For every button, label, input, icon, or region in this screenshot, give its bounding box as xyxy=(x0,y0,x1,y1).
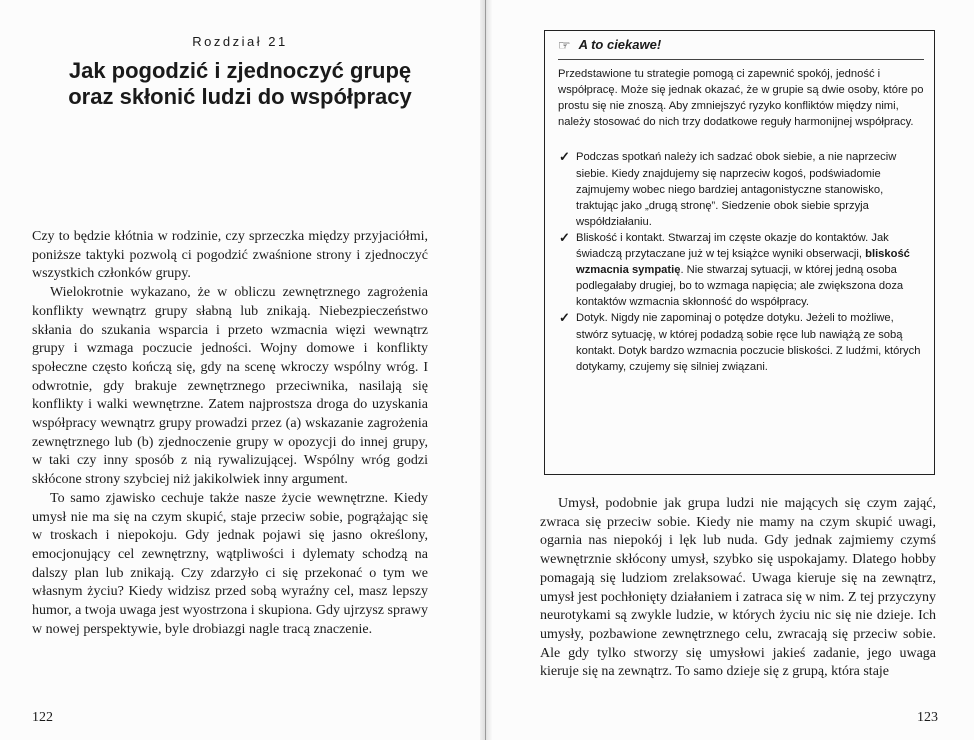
chapter-label: Rozdział 21 xyxy=(192,34,288,49)
tip-item xyxy=(558,230,924,310)
check-mark-icon: ✓ xyxy=(559,149,570,165)
paragraph: Czy to będzie kłótnia w rodzinie, czy sprzeczka między przyjaciółmi, poniższe taktyki pozwolą ci pogodzić zwaśnione strony i zjednoczyć wszystkich członków grupy. xyxy=(32,229,428,282)
pointing-hand-icon: ☞ xyxy=(558,37,571,54)
paragraph: To samo zjawisko cechuje także nasze życie wewnętrzne. Kiedy umysł nie ma się na czym skupić, staje przeciw sobie, pogrążając się w troskach i niepokoju. Gdy jednak pojawi się jasno określony, emocjonujący cel zewnętrzny, wątpliwości i dylematy schodzą na dalszy plan lub znikają. Czy zdarzyło ci się przekonać o tym we własnym życiu? Kiedy widzisz przed sobą wyraźny cel, masz lepszy humor, a twoja uwaga jest wyostrzona i skupiona. Gdy ujrzysz sprawy w nowej perspektywie, byle drobiazgi nagle tracą znaczenie. xyxy=(32,490,428,637)
tip-text: Podczas spotkań należy ich sadzać obok siebie, a nie naprzeciw siebie. Kiedy znajdujemy się naprzeciw kogoś, podświadomie zajmujemy wobec niego bardziej antagonistyczne stanowisko, traktując jako „drugą stronę”. Siedzenie obok siebie sprzyja współdziałaniu. xyxy=(576,151,897,228)
page-number-left: 122 xyxy=(32,710,53,725)
chapter-title xyxy=(30,58,450,110)
tip-text: Bliskość i kontakt. Stwarzaj im częste okazje do kontaktów. Jak świadczą przytaczane już w tej książce wyniki obserwacji, xyxy=(576,231,889,261)
tip-emphasis: bliskość wzmacnia sympatię xyxy=(576,248,910,277)
right-body-text xyxy=(540,495,936,682)
info-box-header xyxy=(558,37,924,60)
check-mark-icon: ✓ xyxy=(559,229,570,245)
page-number-right: 123 xyxy=(917,710,938,725)
left-body-text xyxy=(32,228,428,639)
tip-item xyxy=(558,310,924,374)
tip-item xyxy=(558,149,924,229)
book-gutter xyxy=(480,0,492,740)
tips-list xyxy=(558,149,924,374)
info-box xyxy=(544,30,935,475)
tip-text: . Nie stwarzaj sytuacji, w której jedną osoba podlegałaby drugiej, bo to wzmaga napięcia; ale zwiększona doza kontaktów wzmacnia skłonność do współpracy. xyxy=(576,264,904,309)
check-mark-icon: ✓ xyxy=(559,310,570,326)
tip-text: Dotyk. Nigdy nie zapominaj o potędze dotyku. Jeżeli to możliwe, stwórz sytuację, w której podadzą sobie ręce lub nawiążą ze sobą kontakt. Dotyk bardzo wzmacnia poczucie bliskości. Z ludźmi, których dotykamy, czujemy się silniej związani. xyxy=(576,312,921,373)
right-page xyxy=(492,0,974,740)
paragraph: Umysł, podobnie jak grupa ludzi nie mających się czym zająć, zwraca się przeciw sobie. Kiedy nie mamy na czym skupić uwagi, ogarnia nas niepokój i lęk lub nuda. Gdy jednak zajmiemy czymś wewnętrznie skłócony umysł, szybko się uspokajamy. Dlatego hobby pomagają się ludziom zrelaksować. Uwaga kieruje się na zewnątrz, umysł jest pochłonięty działaniem i zatraca się w nim. Z tej przyczyny neurotykami są zwykle ludzie, w których życiu nic się nie dzieje. Ich umysły, pozbawione zewnętrznego celu, zwracają się przeciw sobie. Ale gdy tylko stworzy się umysłowi jakieś zadanie, jego uwaga kieruje się na zewnątrz. To samo dzieje się z grupą, która staje xyxy=(540,496,936,680)
paragraph: Wielokrotnie wykazano, że w obliczu zewnętrznego zagrożenia konflikty wewnątrz grupy słabną lub znikają. Niebezpieczeństwo skłania do szukania wsparcia i przeto wzmacnia więzi wewnątrz grupy i wzmaga poczucie jedności. Wojny domowe i konflikty społeczne często kończą się, gdy na scenę wkroczy wspólny wróg. I odwrotnie, gdy brakuje zewnętrznego przeciwnika, nasilają się konflikty i walki wewnętrzne. Zatem najprostsza droga do uzyskania współpracy wewnątrz grupy prowadzi przez (a) wskazanie zagrożenia zewnętrznego lub (b) zjednoczenie grupy w opozycji do innej grupy, w taki czy inny sposób z nią rywalizującej. Wspólny wróg godzi skłócone strony szybciej niż jakikolwiek inny argument. xyxy=(32,285,428,488)
left-page xyxy=(0,0,480,740)
chapter-title-line: oraz skłonić ludzi do współpracy xyxy=(68,84,412,109)
info-box-heading: A to ciekawe! xyxy=(578,37,662,52)
chapter-title-line: Jak pogodzić i zjednoczyć grupę xyxy=(68,58,412,83)
info-box-intro: Przedstawione tu strategie pomogą ci zapewnić spokój, jedność i współpracę. Może się jednak okazać, że w grupie są dwie osoby, które po prostu się nie znoszą. Aby zmniejszyć ryzyko konfliktów między nimi, należy stosować do nich trzy dodatkowe reguły harmonijnej współpracy. xyxy=(558,68,924,129)
